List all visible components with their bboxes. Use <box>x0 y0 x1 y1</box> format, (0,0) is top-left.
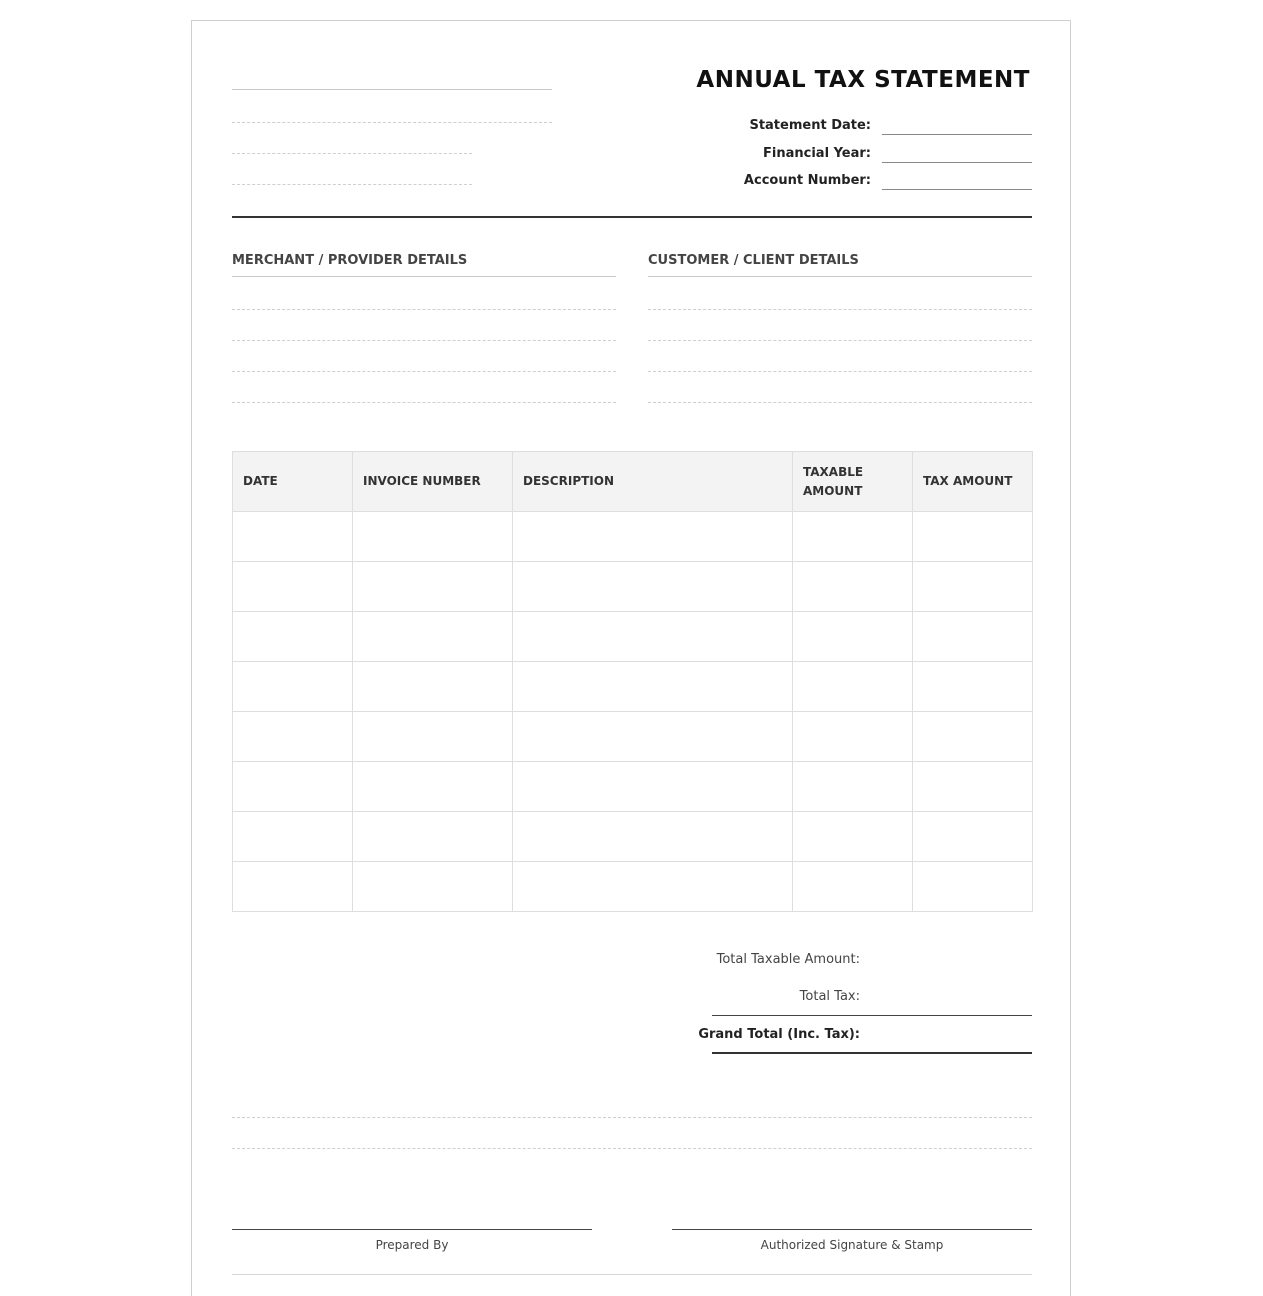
table-row <box>233 862 1033 912</box>
company-address-line-1 <box>232 122 552 123</box>
cell-date[interactable] <box>233 562 353 612</box>
authorized-signature-line[interactable] <box>672 1229 1032 1230</box>
table-header-row <box>233 452 1033 512</box>
document-title: ANNUAL TAX STATEMENT <box>696 67 1030 93</box>
column-header-description: DESCRIPTION <box>513 452 793 512</box>
customer-detail-line-4[interactable] <box>648 402 1032 403</box>
table-row <box>233 612 1033 662</box>
company-address-line-3 <box>232 184 472 185</box>
cell-tax-amount[interactable] <box>913 812 1033 862</box>
notes-line-2[interactable] <box>232 1148 1032 1149</box>
prepared-by-caption: Prepared By <box>375 1238 449 1252</box>
merchant-detail-line-3[interactable] <box>232 371 616 372</box>
cell-description[interactable] <box>513 562 793 612</box>
table-row <box>233 562 1033 612</box>
cell-taxable-amount[interactable] <box>793 562 913 612</box>
cell-invoice-number[interactable] <box>353 612 513 662</box>
cell-taxable-amount[interactable] <box>793 512 913 562</box>
cell-date[interactable] <box>233 662 353 712</box>
merchant-section-title: MERCHANT / PROVIDER DETAILS <box>232 253 468 268</box>
account-number-label: Account Number: <box>743 173 871 188</box>
cell-invoice-number[interactable] <box>353 762 513 812</box>
authorized-signature-caption: Authorized Signature & Stamp <box>760 1238 944 1252</box>
cell-taxable-amount[interactable] <box>793 812 913 862</box>
cell-invoice-number[interactable] <box>353 512 513 562</box>
cell-taxable-amount[interactable] <box>793 712 913 762</box>
cell-taxable-amount[interactable] <box>793 612 913 662</box>
column-header-date: DATE <box>233 452 353 512</box>
total-tax-label: Total Tax: <box>799 989 860 1004</box>
tax-items-table <box>232 451 1033 912</box>
cell-description[interactable] <box>513 762 793 812</box>
cell-description[interactable] <box>513 862 793 912</box>
cell-taxable-amount[interactable] <box>793 662 913 712</box>
customer-detail-line-1[interactable] <box>648 309 1032 310</box>
cell-tax-amount[interactable] <box>913 862 1033 912</box>
account-number-field[interactable] <box>882 189 1032 190</box>
cell-description[interactable] <box>513 512 793 562</box>
customer-detail-line-2[interactable] <box>648 340 1032 341</box>
cell-tax-amount[interactable] <box>913 712 1033 762</box>
statement-date-field[interactable] <box>882 134 1032 135</box>
cell-taxable-amount[interactable] <box>793 762 913 812</box>
table-row <box>233 712 1033 762</box>
notes-line-1[interactable] <box>232 1117 1032 1118</box>
prepared-by-signature-line[interactable] <box>232 1229 592 1230</box>
statement-date-label: Statement Date: <box>749 118 871 133</box>
merchant-detail-line-4[interactable] <box>232 402 616 403</box>
cell-date[interactable] <box>233 512 353 562</box>
table-row <box>233 512 1033 562</box>
cell-date[interactable] <box>233 812 353 862</box>
footer-divider <box>232 1274 1032 1275</box>
cell-date[interactable] <box>233 612 353 662</box>
cell-invoice-number[interactable] <box>353 562 513 612</box>
cell-date[interactable] <box>233 712 353 762</box>
customer-section-title: CUSTOMER / CLIENT DETAILS <box>648 253 859 268</box>
cell-description[interactable] <box>513 712 793 762</box>
totals-separator-line <box>712 1015 1032 1016</box>
cell-tax-amount[interactable] <box>913 662 1033 712</box>
grand-total-label: Grand Total (Inc. Tax): <box>698 1027 860 1042</box>
cell-description[interactable] <box>513 612 793 662</box>
company-name-line <box>232 89 552 90</box>
statement-sheet <box>191 20 1071 1296</box>
cell-taxable-amount[interactable] <box>793 862 913 912</box>
table-row <box>233 762 1033 812</box>
cell-invoice-number[interactable] <box>353 662 513 712</box>
cell-tax-amount[interactable] <box>913 612 1033 662</box>
grand-total-underline <box>712 1052 1032 1054</box>
merchant-detail-line-1[interactable] <box>232 309 616 310</box>
column-header-taxable-amount: TAXABLE AMOUNT <box>793 452 913 512</box>
cell-description[interactable] <box>513 662 793 712</box>
financial-year-field[interactable] <box>882 162 1032 163</box>
financial-year-label: Financial Year: <box>763 146 871 161</box>
customer-title-underline <box>648 276 1032 277</box>
table-row <box>233 662 1033 712</box>
cell-invoice-number[interactable] <box>353 712 513 762</box>
table-row <box>233 812 1033 862</box>
merchant-detail-line-2[interactable] <box>232 340 616 341</box>
cell-description[interactable] <box>513 812 793 862</box>
cell-tax-amount[interactable] <box>913 562 1033 612</box>
cell-invoice-number[interactable] <box>353 812 513 862</box>
column-header-invoice-number: INVOICE NUMBER <box>353 452 513 512</box>
column-header-tax-amount: TAX AMOUNT <box>913 452 1033 512</box>
cell-tax-amount[interactable] <box>913 512 1033 562</box>
company-address-line-2 <box>232 153 472 154</box>
merchant-title-underline <box>232 276 616 277</box>
table-body <box>233 512 1033 912</box>
cell-date[interactable] <box>233 862 353 912</box>
cell-date[interactable] <box>233 762 353 812</box>
cell-tax-amount[interactable] <box>913 762 1033 812</box>
total-taxable-amount-label: Total Taxable Amount: <box>716 952 860 967</box>
header-divider <box>232 216 1032 218</box>
cell-invoice-number[interactable] <box>353 862 513 912</box>
customer-detail-line-3[interactable] <box>648 371 1032 372</box>
